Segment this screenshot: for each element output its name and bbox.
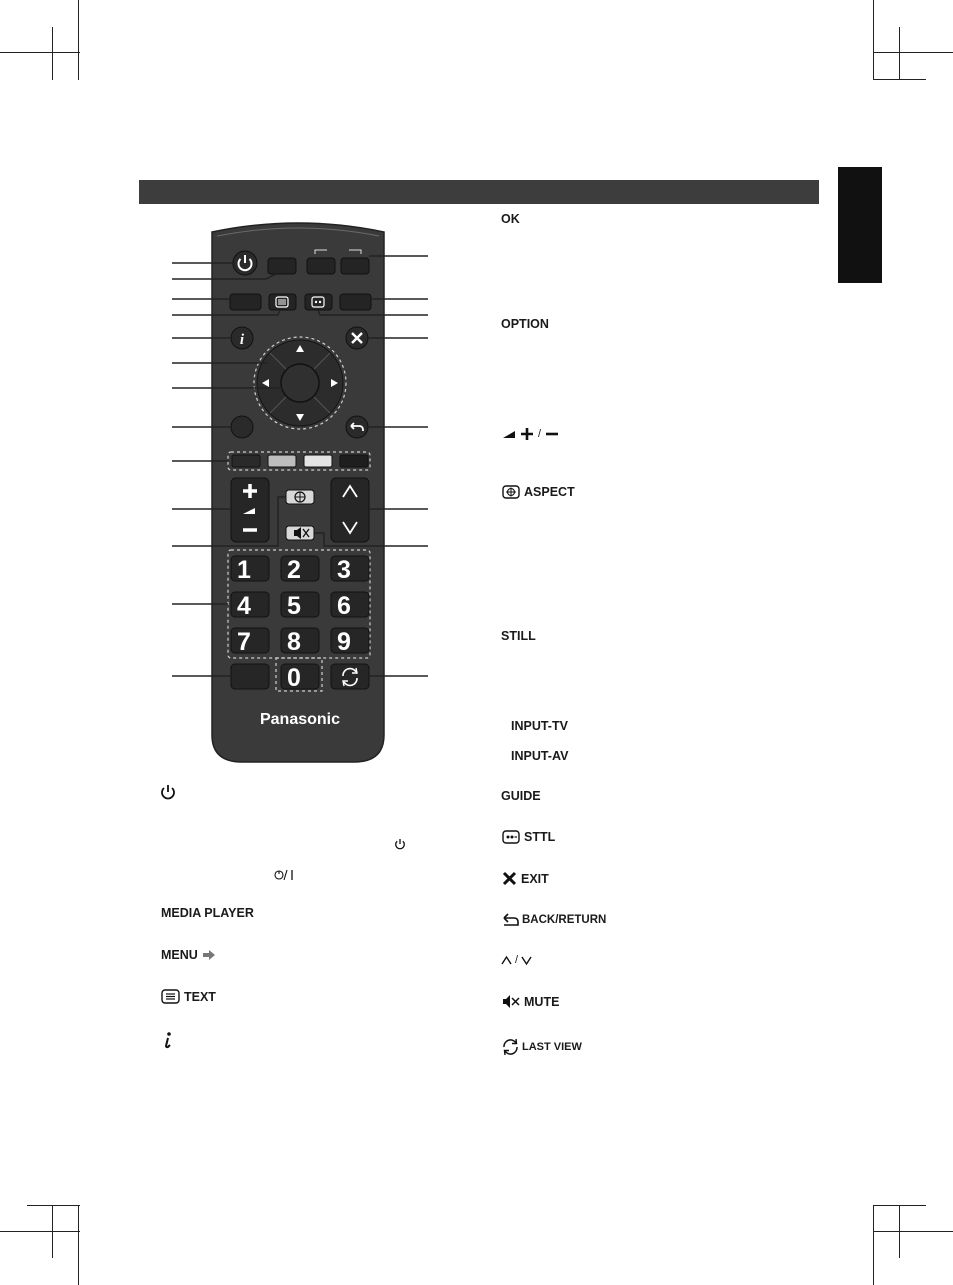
ok-label: OK (501, 212, 520, 226)
aspect-label-text: ASPECT (524, 485, 575, 499)
sttl-button (305, 294, 332, 310)
option-label: OPTION (501, 317, 549, 331)
ok-button (281, 364, 319, 402)
aspect-label (502, 485, 575, 499)
exit-button (346, 327, 368, 349)
input-av-label: INPUT-AV (511, 749, 569, 763)
number-key-label: 9 (337, 628, 351, 656)
subtitle-icon (502, 830, 520, 844)
volume-rocker (231, 478, 269, 542)
mute-button (286, 526, 314, 540)
info-label (163, 1031, 173, 1049)
option-button (231, 416, 253, 438)
channel-separator: / (515, 954, 519, 966)
color-key-green (268, 455, 296, 467)
aspect-button (286, 490, 314, 504)
number-key-label: 0 (287, 664, 301, 692)
info-icon (163, 1031, 173, 1049)
close-icon (502, 871, 517, 886)
color-key-yellow (304, 455, 332, 467)
number-key-7 (231, 628, 269, 656)
chevron-up-icon (501, 955, 512, 966)
number-key-label: 8 (287, 628, 301, 656)
text-button (269, 294, 296, 310)
number-key-8 (281, 628, 319, 656)
number-key-5 (281, 592, 319, 620)
number-key-label: 3 (337, 556, 351, 584)
refresh-icon (501, 1038, 520, 1056)
menu-label (161, 948, 216, 962)
mute-icon (502, 994, 520, 1009)
teletext-icon (161, 989, 180, 1004)
menu-label-text: MENU (161, 948, 198, 962)
number-key-label: 5 (287, 592, 301, 620)
number-key-label: 1 (237, 556, 251, 584)
volume-separator: / (538, 428, 542, 440)
number-key-1 (231, 556, 269, 584)
volume-label (502, 427, 559, 441)
number-key-label: 2 (287, 556, 301, 584)
chevron-down-icon (521, 955, 532, 966)
input-av-button (341, 258, 369, 274)
number-key-label: 4 (237, 592, 251, 620)
mute-label (502, 994, 559, 1009)
svg-text:i: i (239, 332, 245, 348)
guide-label: GUIDE (501, 789, 541, 803)
arrow-right-icon (202, 949, 216, 961)
number-key-6 (331, 592, 369, 620)
color-key-blue (340, 455, 368, 467)
number-key-0 (281, 664, 319, 692)
last-view-button (331, 664, 369, 689)
back-return-label (502, 913, 606, 927)
number-key-label: 6 (337, 592, 351, 620)
brand-logo: Panasonic (259, 711, 341, 728)
power-label (160, 784, 176, 800)
guide-button (340, 294, 371, 310)
input-tv-button (307, 258, 335, 274)
back-return-label-text: BACK/RETURN (522, 914, 607, 926)
volume-icon (502, 429, 516, 439)
number-key-4 (231, 592, 269, 620)
still-label: STILL (501, 629, 536, 643)
minus-icon (545, 427, 559, 441)
channel-label (501, 954, 532, 966)
media-player-button (268, 258, 296, 274)
power-small-icon (394, 838, 406, 850)
info-button (231, 327, 253, 349)
number-key-label: 7 (237, 628, 251, 656)
sttl-label (502, 830, 555, 844)
exit-label (502, 871, 549, 886)
last-view-label (501, 1038, 582, 1056)
number-key-9 (331, 628, 369, 656)
number-key-2 (281, 556, 319, 584)
power-button (233, 251, 257, 275)
last-view-label-text: LAST VIEW (522, 1041, 582, 1053)
media-player-label: MEDIA PLAYER (161, 906, 254, 920)
power-icon (160, 784, 176, 800)
back-button (346, 416, 368, 438)
text-label (161, 989, 216, 1004)
menu-button (230, 294, 261, 310)
still-button (231, 664, 269, 689)
number-key-3 (331, 556, 369, 584)
aspect-icon (502, 485, 520, 499)
text-label-text: TEXT (184, 989, 216, 1004)
plus-icon (520, 427, 534, 441)
color-key-red (232, 455, 260, 467)
input-tv-label: INPUT-TV (511, 719, 568, 733)
return-icon (502, 913, 520, 927)
exit-label-text: EXIT (521, 871, 549, 886)
channel-rocker (331, 478, 369, 542)
sttl-label-text: STTL (524, 830, 556, 844)
mute-label-text: MUTE (524, 994, 560, 1009)
standby-switch-icon (274, 869, 296, 881)
